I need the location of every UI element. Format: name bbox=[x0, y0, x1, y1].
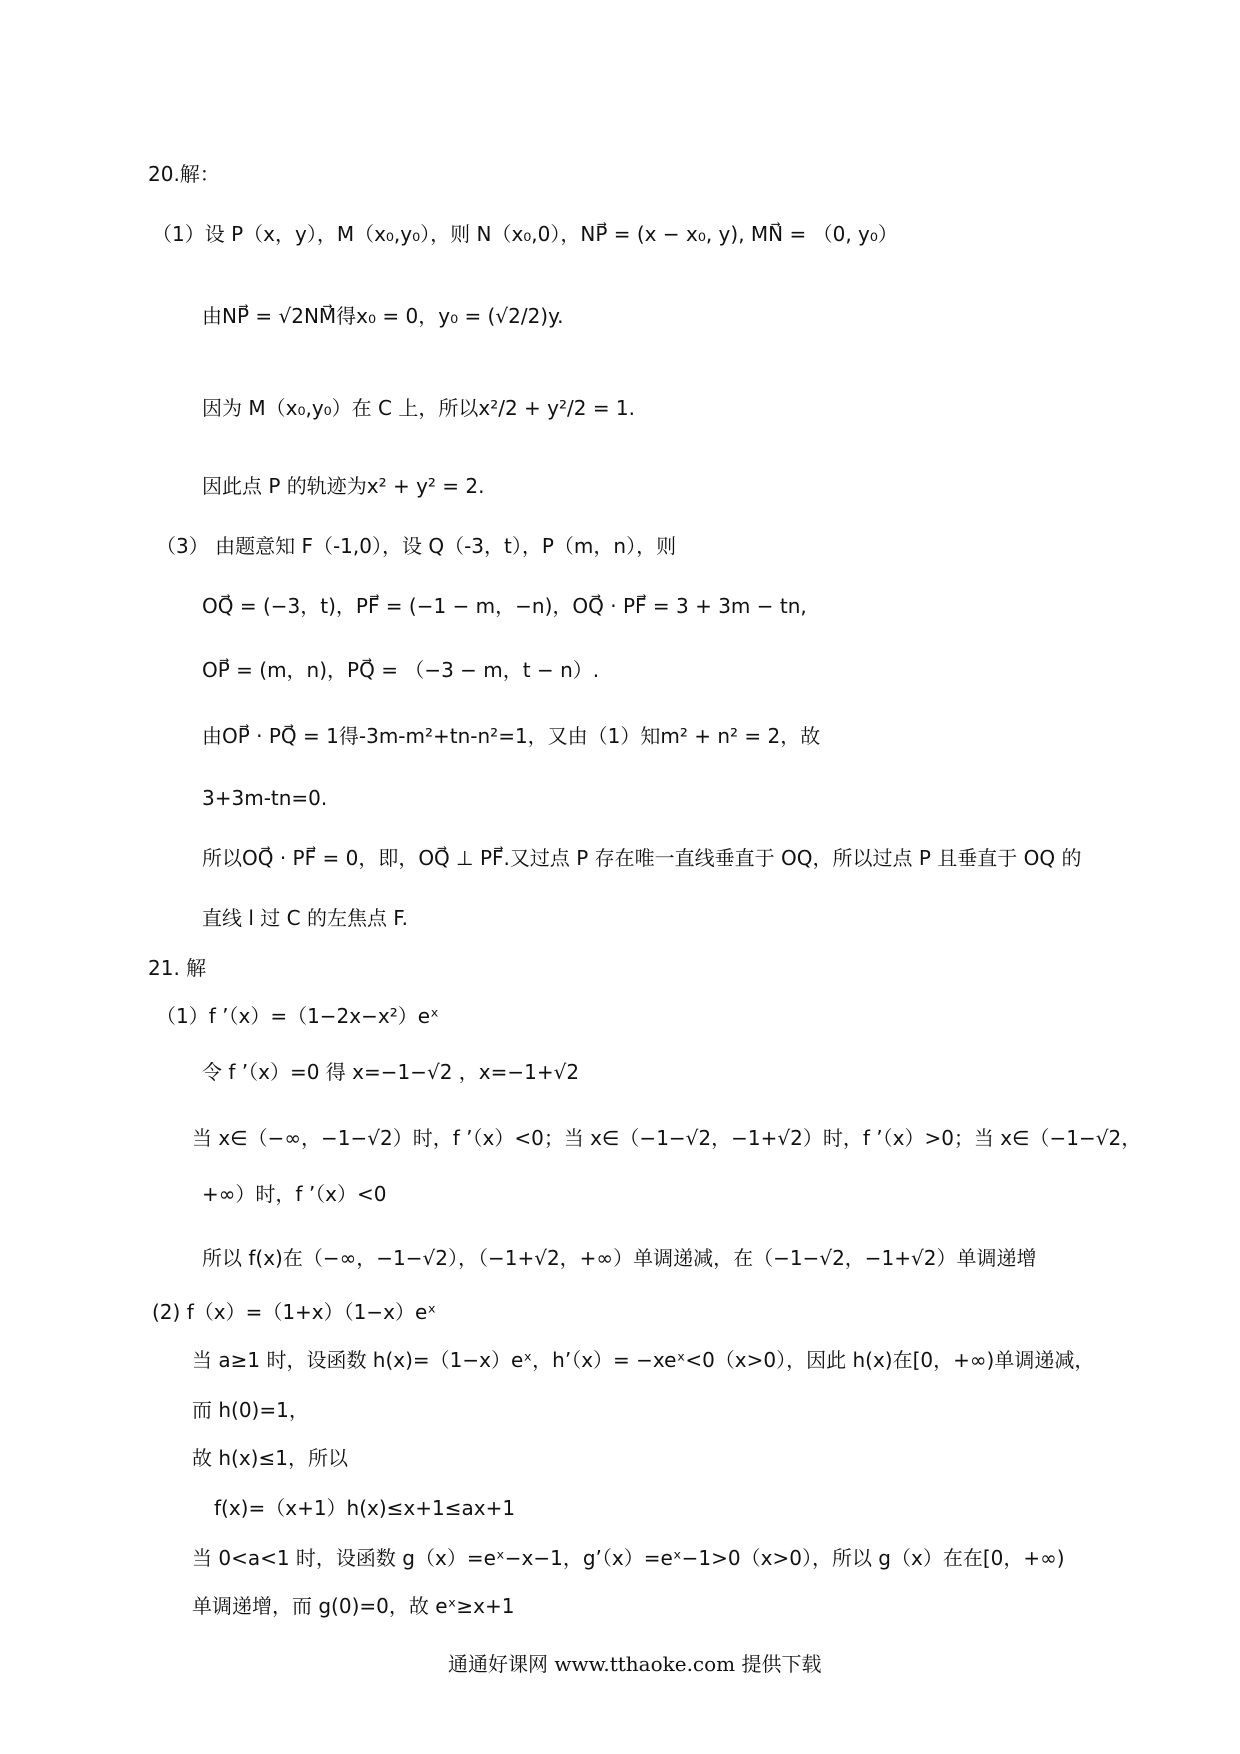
text-line: f(x)=（x+1）h(x)≤x+1≤ax+1 bbox=[214, 1496, 516, 1520]
text-line: （1）设 P（x，y），M（x₀,y₀），则 N（x₀,0），NP⃗ = (x − x₀, y), MN⃗ = （0, y₀） bbox=[152, 222, 898, 246]
text-line: 因此点 P 的轨迹为x² + y² = 2. bbox=[202, 474, 485, 498]
text-line: 故 h(x)≤1，所以 bbox=[192, 1446, 348, 1470]
text-line: 当 a≥1 时，设函数 h(x)=（1−x）eˣ，h’（x）= −xeˣ<0（x>0），因此 h(x)在[0，+∞)单调递减， bbox=[192, 1348, 1095, 1372]
text-line: （1）f ’（x）=（1−2x−x²）eˣ bbox=[156, 1004, 439, 1028]
text-line: +∞）时，f ’（x）<0 bbox=[202, 1182, 387, 1206]
text-line: 20.解： bbox=[148, 162, 220, 186]
text-line: 单调递增，而 g(0)=0，故 eˣ≥x+1 bbox=[192, 1594, 515, 1618]
text-line: 当 x∈（−∞，−1−√2）时，f ’（x）<0；当 x∈（−1−√2，−1+√2）时，f ’（x）>0；当 x∈（−1−√2， bbox=[192, 1126, 1142, 1150]
text-line: （3） 由题意知 F（-1,0），设 Q（-3，t），P（m，n），则 bbox=[156, 534, 677, 558]
text-line: 所以 f(x)在（−∞，−1−√2），（−1+√2，+∞）单调递减，在（−1−√2，−1+√2）单调递增 bbox=[202, 1246, 1037, 1270]
text-line: 所以OQ⃗ · PF⃗ = 0，即，OQ⃗ ⊥ PF⃗.又过点 P 存在唯一直线垂直于 OQ，所以过点 P 且垂直于 OQ 的 bbox=[202, 846, 1082, 870]
text-line: 当 0<a<1 时，设函数 g（x）=eˣ−x−1，g’（x）=eˣ−1>0（x>0），所以 g（x）在在[0，+∞) bbox=[192, 1546, 1065, 1570]
text-line: 令 f ’（x）=0 得 x=−1−√2 ，x=−1+√2 bbox=[202, 1060, 580, 1084]
text-line: 因为 M（x₀,y₀）在 C 上，所以x²/2 + y²/2 = 1. bbox=[202, 396, 636, 420]
text-line: 由OP⃗ · PQ⃗ = 1得-3m-m²+tn-n²=1，又由（1）知m² + n² = 2，故 bbox=[202, 724, 821, 748]
text-line: OQ⃗ = (−3，t)，PF⃗ = (−1 − m，−n)，OQ⃗ · PF⃗ = 3 + 3m − tn, bbox=[202, 594, 807, 618]
text-line: 直线 l 过 C 的左焦点 F. bbox=[202, 906, 408, 930]
text-line: 3+3m-tn=0. bbox=[202, 786, 328, 810]
text-line: 21. 解 bbox=[148, 956, 207, 980]
text-line: (2) f（x）=（1+x）（1−x）eˣ bbox=[152, 1300, 437, 1324]
text-line: 而 h(0)=1， bbox=[192, 1398, 309, 1422]
text-line: 由NP⃗ = √2NM⃗得x₀ = 0，y₀ = (√2/2)y. bbox=[202, 304, 564, 328]
page-footer: 通通好课网 www.tthaoke.com 提供下载 bbox=[448, 1652, 822, 1676]
text-line: OP⃗ = (m，n)，PQ⃗ = （−3 − m，t − n）. bbox=[202, 658, 600, 682]
